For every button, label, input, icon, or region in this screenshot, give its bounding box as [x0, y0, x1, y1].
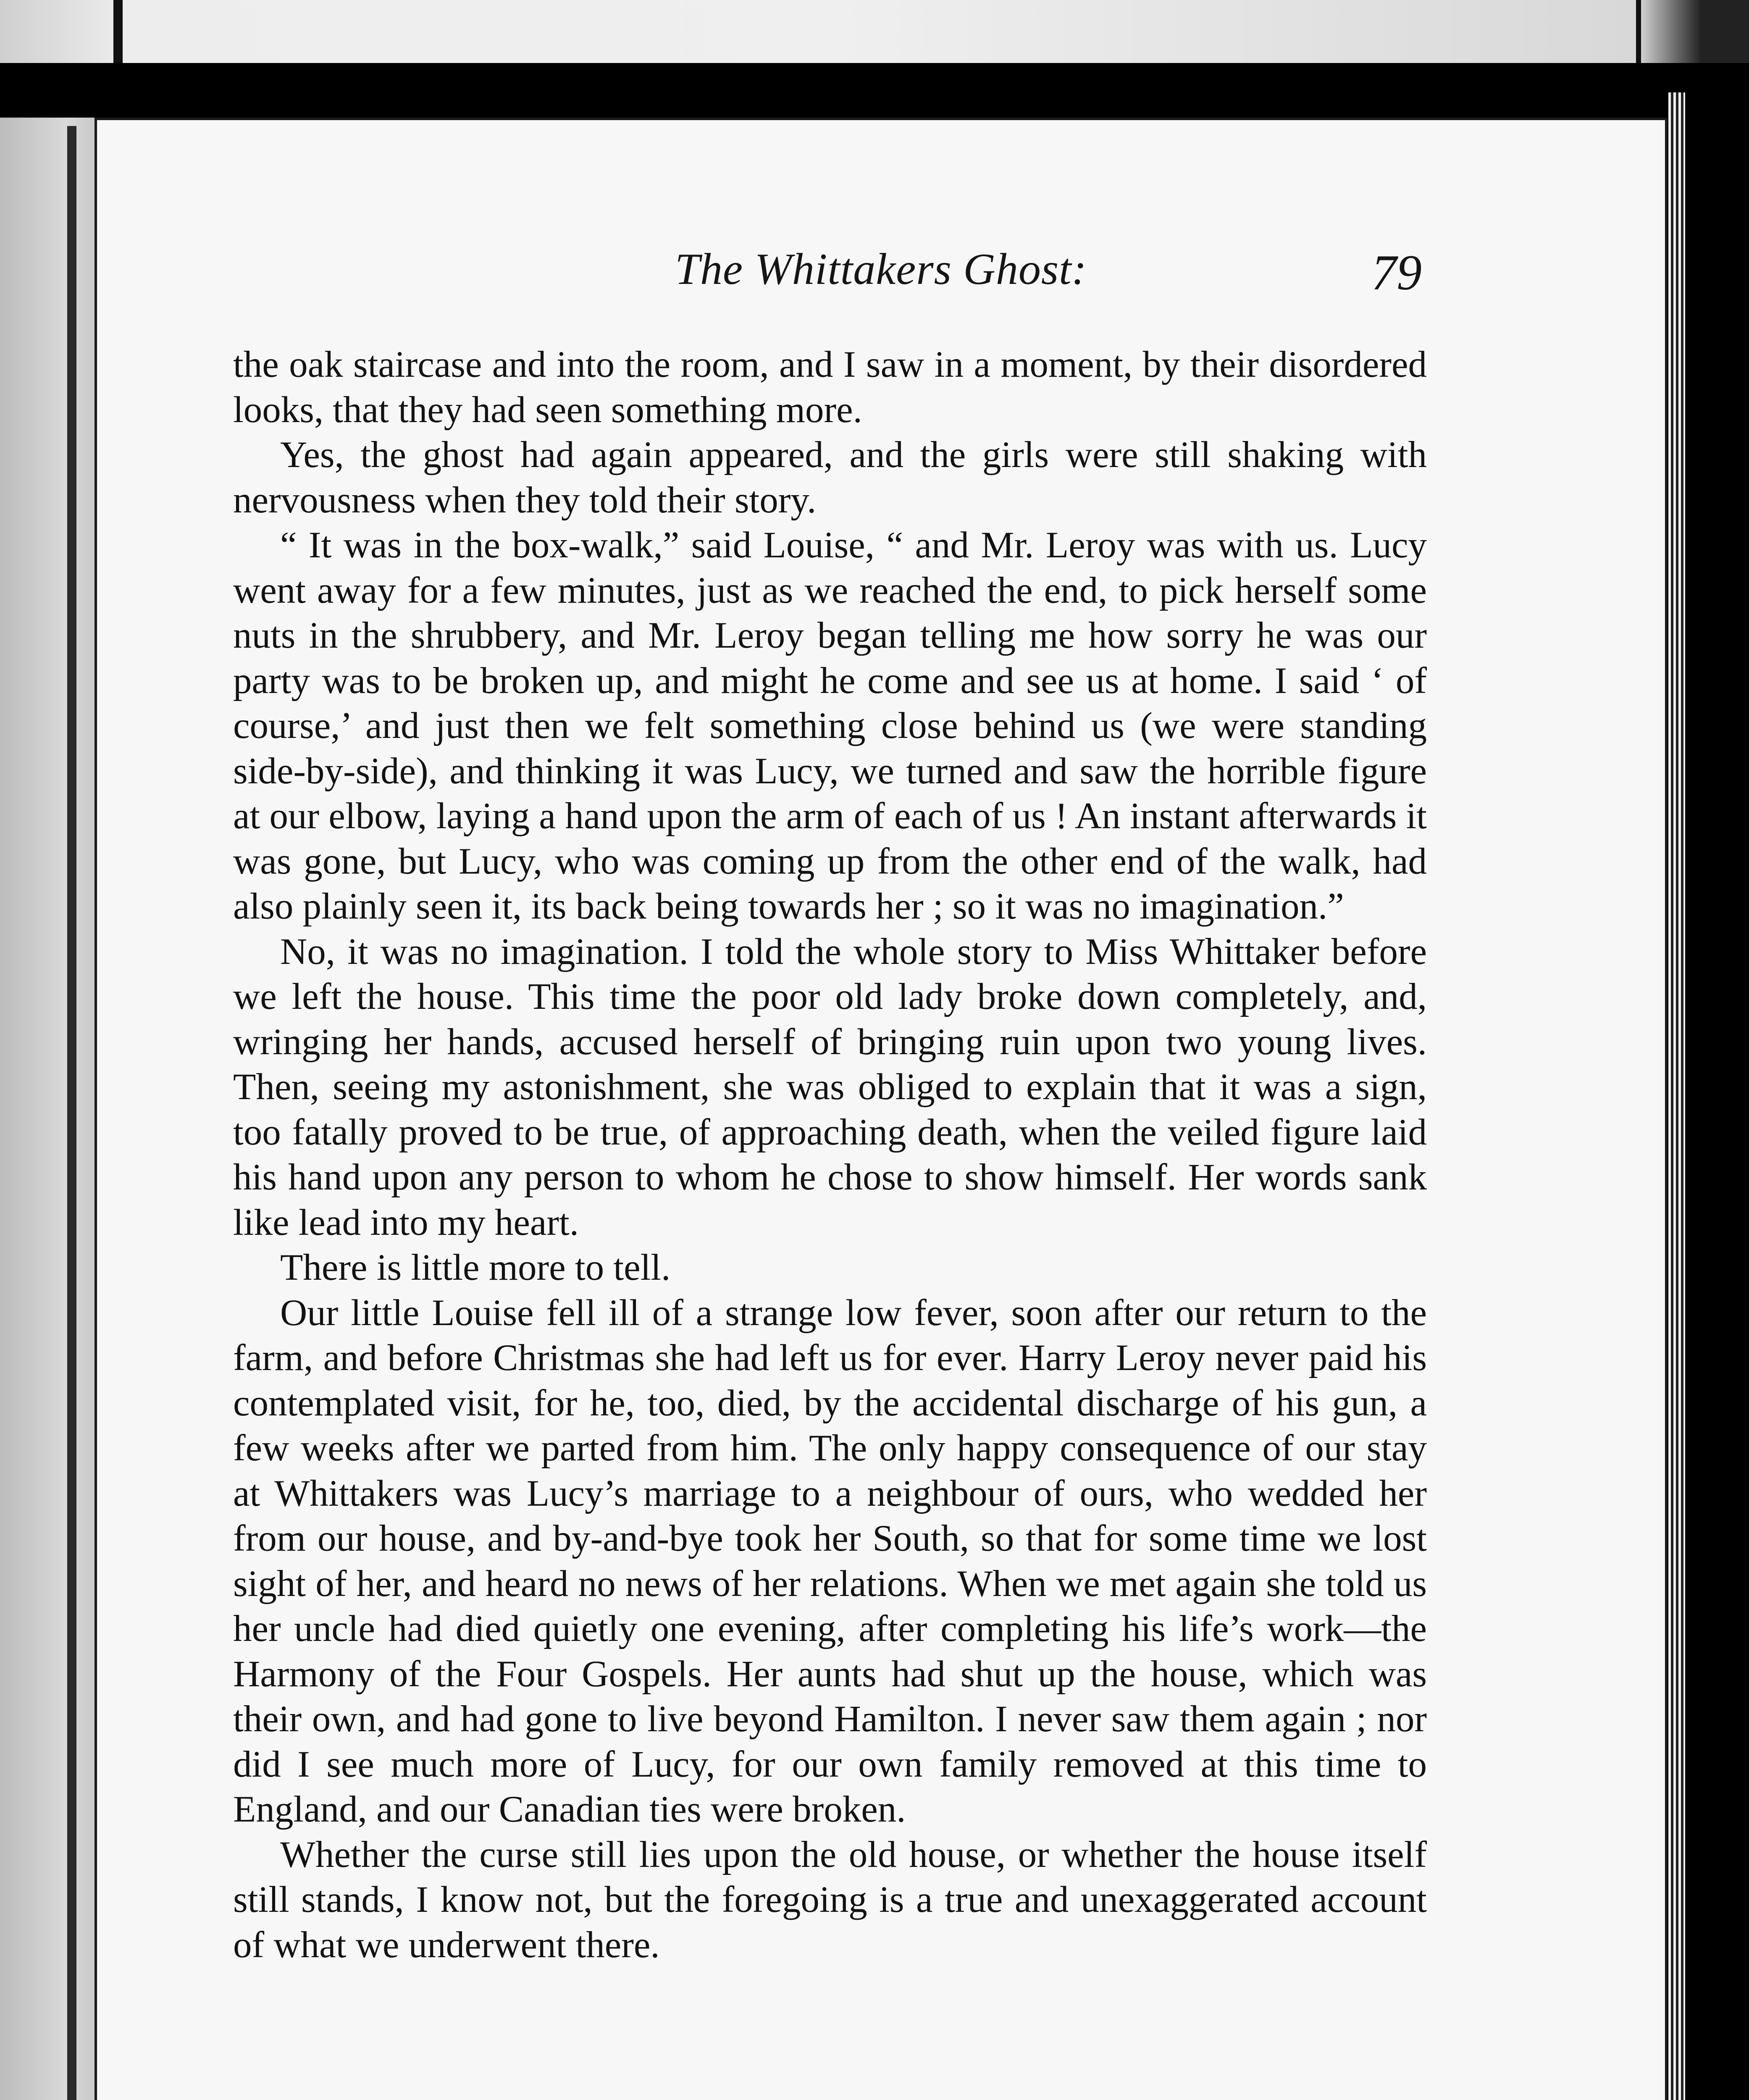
paragraph-4: No, it was no imagination. I told the whole story to Miss Whittaker before we left the house. This time the poor old lady broke down completely, and, wringing her hands, accused herself of bringing ruin upon two young lives. Then, seeing my astonishment, she was obliged to explain that it was a sign, too fatally proved to be true, of approaching death, when the veiled figure laid his hand upon any person to whom he chose to show himself. Her words sank like lead into my heart. [233, 931, 1427, 1243]
book-gutter [67, 126, 76, 2100]
paragraph-5: There is little more to tell. [280, 1247, 671, 1288]
top-spine-right [1636, 0, 1641, 63]
page-number: 79 [1371, 244, 1422, 300]
paragraph-2: Yes, the ghost had again appeared, and the girls were still shaking with nervousness when they told their story. [233, 434, 1427, 521]
body-text [233, 342, 1427, 1968]
running-title: The Whittakers Ghost: [675, 244, 1087, 294]
paragraph-6: Our little Louise fell ill of a strange low fever, soon after our return to the farm, and before Christmas she had left us for ever. Harry Leroy never paid his contemplated visit, for he, too, died, by the accidental discharge of his gun, a few weeks after we parted from him. The only happy consequence of our stay at Whittakers was Lucy’s marriage to a neighbour of ours, who wedded her from our house, and by-and-bye took her South, so that for some time we lost sight of her, and heard no news of her relations. When we met again she told us her uncle had died quietly one evening, after completing his life’s work—the Harmony of the Four Gospels. Her aunts had shut up the house, which was their own, and had gone to live beyond Hamilton. I never saw them again ; nor did I see much more of Lucy, for our own family removed at this time to England, and our Canadian ties were broken. [233, 1292, 1427, 1830]
paragraph-3: “ It was in the box-walk,” said Louise, “ and Mr. Leroy was with us. Lucy went away for a few minutes, just as we reached the end, to pick herself some nuts in the shrubbery, and Mr. Leroy began telling me how sorry he was our party was to be broken up, and might he come and see us at home. I said ‘ of course,’ and just then we felt something close behind us (we were standing side-by-side), and thinking it was Lucy, we turned and saw the horrible figure at our elbow, laying a hand upon the arm of each of us ! An instant afterwards it was gone, but Lucy, who was coming up from the other end of the walk, had also plainly seen it, its back being towards her ; so it was no imagination.” [233, 525, 1427, 927]
top-page-edge [0, 0, 1749, 63]
right-page-edges [1668, 92, 1685, 2100]
top-edge-shading [0, 0, 1749, 63]
book-page [95, 118, 1668, 2100]
paragraph-1: the oak staircase and into the room, and I saw in a moment, by their disordered looks, that they had seen something more. [233, 344, 1427, 430]
paragraph-7: Whether the curse still lies upon the old house, or whether the house itself still stands, I know not, but the foregoing is a true and unexaggerated account of what we underwent there. [233, 1834, 1427, 1966]
top-spine-left [113, 0, 123, 63]
facing-page-edge [0, 118, 95, 2100]
